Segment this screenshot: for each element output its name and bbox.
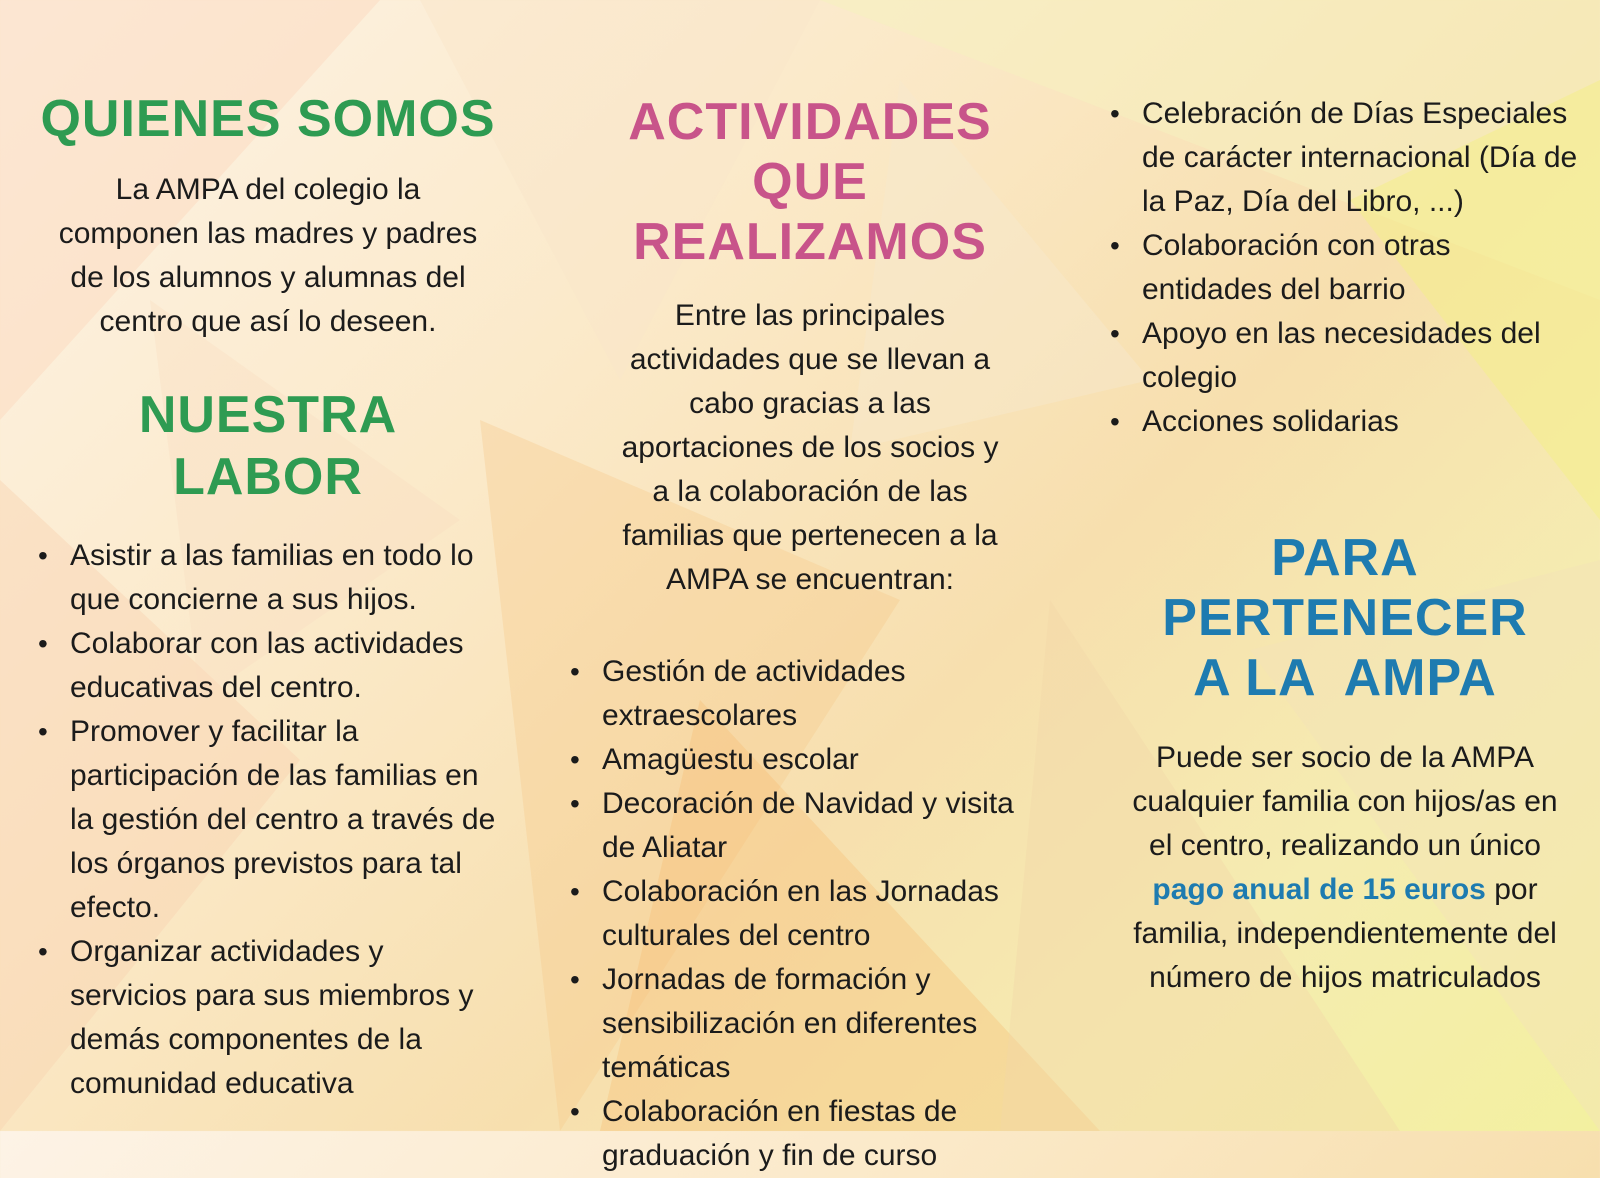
list-item: • Asistir a las familias en todo lo que concierne a sus hijos.: [38, 534, 498, 622]
bullet-icon: •: [570, 1096, 580, 1127]
column-actividades: [570, 0, 1050, 1178]
list-item: • Colaboración en las Jornadas culturales del centro: [570, 870, 1050, 958]
bullet-icon: •: [570, 876, 580, 907]
heading-nuestra-labor: NUESTRA LABOR: [138, 386, 398, 506]
bullet-icon: •: [570, 964, 580, 995]
column-pertenecer: [1110, 0, 1580, 1000]
membership-text: [1110, 736, 1580, 1000]
heading-actividades: [570, 92, 1050, 272]
list-item: • Promover y facilitar la participación de las familias en la gestión del centro a través de los órganos previstos para tal efecto.: [38, 710, 498, 930]
bullet-icon: •: [570, 656, 580, 687]
bullet-icon: •: [38, 628, 48, 659]
bullet-icon: •: [1110, 230, 1120, 261]
column-quienes-somos: [38, 0, 498, 1106]
labor-list: [38, 534, 498, 1106]
bullet-icon: •: [38, 540, 48, 571]
heading-para-pertenecer: [1110, 528, 1580, 708]
list-item: • Apoyo en las necesidades del colegio: [1110, 312, 1580, 400]
bullet-icon: •: [38, 716, 48, 747]
bullet-icon: •: [38, 936, 48, 967]
heading-actividades-line1: ACTIVIDADES QUE: [628, 93, 992, 211]
actividades-intro: Entre las principales actividades que se llevan a cabo gracias a las aportaciones de los socios y a la colaboración de las familias que pertenecen a la AMPA se encuentran:: [621, 299, 999, 596]
list-item: • Gestión de actividades extraescolares: [570, 650, 1050, 738]
heading-pertenecer-line2: A LA AMPA: [1193, 649, 1497, 707]
list-item: • Colaborar con las actividades educativas del centro.: [38, 622, 498, 710]
bullet-icon: •: [570, 744, 580, 775]
heading-pertenecer-line1: PARA PERTENECER: [1162, 529, 1528, 647]
list-item: • Colaboración con otras entidades del barrio: [1110, 224, 1580, 312]
actividades-list: [570, 650, 1050, 1178]
list-item: • Decoración de Navidad y visita de Aliatar: [570, 782, 1050, 870]
bullet-icon: •: [1110, 318, 1120, 349]
bullet-icon: •: [570, 788, 580, 819]
list-item: • Colaboración en fiestas de graduación y fin de curso: [570, 1090, 1050, 1178]
list-item: • Celebración de Días Especiales de carácter internacional (Día de la Paz, Día del Libro, ...): [1110, 92, 1580, 224]
actividades-list-continued: [1110, 92, 1580, 444]
heading-actividades-line2: REALIZAMOS: [633, 213, 987, 271]
bullet-icon: •: [1110, 98, 1120, 129]
list-item: • Organizar actividades y servicios para sus miembros y demás componentes de la comunidad educativa: [38, 930, 498, 1106]
heading-quienes-somos: QUIENES SOMOS: [40, 90, 496, 148]
list-item: • Acciones solidarias: [1110, 400, 1580, 444]
list-item: • Jornadas de formación y sensibilización en diferentes temáticas: [570, 958, 1050, 1090]
membership-fee-highlight: pago anual de 15 euros: [1152, 873, 1486, 906]
list-item: • Amagüestu escolar: [570, 738, 1050, 782]
membership-text-after: por familia, independientemente del número de hijos matriculados: [1133, 873, 1557, 994]
bullet-icon: •: [1110, 406, 1120, 437]
quienes-somos-text: La AMPA del colegio la componen las madres y padres de los alumnos y alumnas del centro que así lo deseen.: [58, 173, 478, 338]
membership-text-before: Puede ser socio de la AMPA cualquier familia con hijos/as en el centro, realizando un único: [1132, 741, 1558, 862]
